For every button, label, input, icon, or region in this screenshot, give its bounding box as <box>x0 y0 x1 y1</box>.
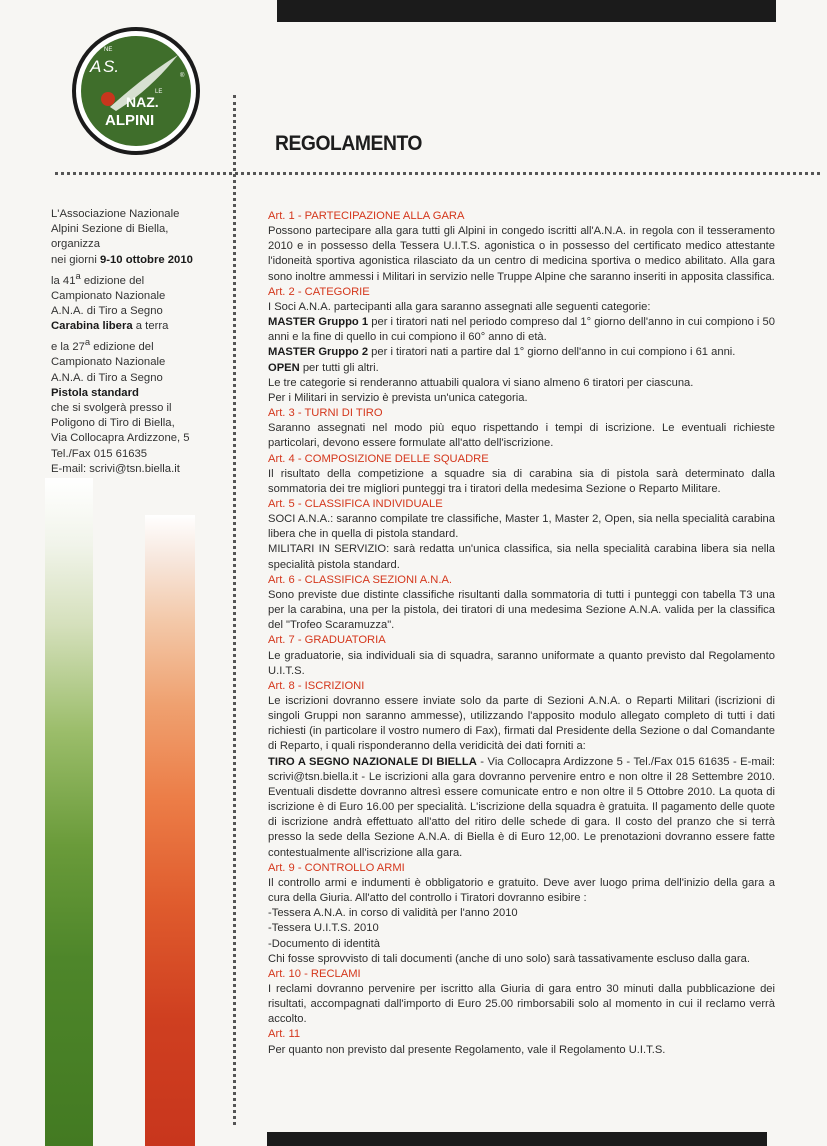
sidebar-line: L'Associazione Nazionale <box>51 208 180 220</box>
article-body: Saranno assegnati nel modo più equo rispettando i tempi di iscrizione. Le eventuali richieste particolari, devono essere formulate all'atto dell'iscrizione. <box>268 422 775 450</box>
category-item <box>268 345 775 360</box>
logo-ne: NE <box>104 47 113 53</box>
sidebar-text: la 41 <box>51 274 76 287</box>
category-text: per tutti gli altri. <box>299 361 379 374</box>
sidebar-line <box>51 386 231 401</box>
article-body: MILITARI IN SERVIZIO: sarà redatta un'unica classifica, sia nella specialità carabina libera sia nella specialità pistola standard. <box>268 543 775 571</box>
sidebar-text: edizione del <box>80 274 145 287</box>
sidebar-text: a terra <box>132 320 169 333</box>
top-bar <box>277 0 776 22</box>
sidebar-line <box>51 268 231 289</box>
sidebar-line <box>51 253 231 268</box>
sidebar-line: A.N.A. di Tiro a Segno <box>51 371 163 384</box>
category-label: OPEN <box>268 361 300 374</box>
sidebar-intro <box>51 207 231 477</box>
sidebar-line <box>51 334 231 355</box>
organizer-name: TIRO A SEGNO NAZIONALE DI BIELLA <box>268 755 477 768</box>
category-item <box>268 315 775 345</box>
sidebar-line: Campionato Nazionale <box>51 289 166 302</box>
discipline-rifle: Carabina libera <box>51 320 133 333</box>
article-body: SOCI A.N.A.: saranno compilate tre classifiche, Master 1, Master 2, Open, sia nella specialità carabina libera che in quella di pistola standard. <box>268 513 775 541</box>
category-label: MASTER Gruppo 1 <box>268 316 369 329</box>
sidebar-superscript: a <box>75 269 81 281</box>
article-heading: Art. 11 <box>268 1028 301 1041</box>
article-heading: Art. 2 - CATEGORIE <box>268 285 370 298</box>
article-body: Le iscrizioni dovranno essere inviate solo da parte di Sezioni A.N.A. o Reparti Militari (iscrizioni di singoli Gruppi non saranno ammesse), utilizzando l'apposito modulo allegato completo di tutti i dati richiesti (in particolare il vostro numero di Fax), firmati dal Presidente della Sezione o dal Comandante di Reparto, i quali risponderanno della veridicità dei dati forniti a: <box>268 695 775 753</box>
sidebar-line: Campionato Nazionale <box>51 356 166 369</box>
sidebar-phone: Tel./Fax 015 61635 <box>51 447 148 460</box>
article-body: I Soci A.N.A. partecipanti alla gara saranno assegnati alle seguenti categorie: <box>268 300 651 313</box>
category-text: per i tiratori nati nel periodo compreso dal 1° giorno dell'anno in cui compiono i 50 anni e la fine di quello in cui compiono il 60° anno di età. <box>268 316 775 344</box>
sidebar-superscript: a <box>84 336 91 348</box>
article-body: Il controllo armi e indumenti è obbligatorio e gratuito. Deve aver luogo prima dell'inizio della gara a cura della Giuria. All'atto del controllo i Tiratori dovranno esibire : <box>268 876 775 905</box>
decorative-stripe-green <box>45 478 93 1146</box>
article-heading: Art. 9 - CONTROLLO ARMI <box>268 861 405 874</box>
page-title: REGOLAMENTO <box>275 132 423 155</box>
category-text: per i tiratori nati a partire dal 1° giorno dell'anno in cui compiono i 61 anni. <box>368 346 736 359</box>
logo-letter-a: A <box>90 57 102 76</box>
article-body: Le tre categorie si renderanno attuabili qualora vi siano almeno 6 tiratori per ciascuna. <box>268 376 694 389</box>
article-body <box>268 755 775 861</box>
ana-logo <box>70 27 202 155</box>
article-heading: Art. 6 - CLASSIFICA SEZIONI A.N.A. <box>268 573 453 586</box>
sidebar-text: edizione del <box>90 341 154 354</box>
category-label: MASTER Gruppo 2 <box>268 346 369 359</box>
pompom-icon <box>101 92 115 106</box>
article-heading: Art. 1 - PARTECIPAZIONE ALLA GARA <box>268 210 465 222</box>
article-text: - Via Collocapra Ardizzone 5 - Tel./Fax 015 61635 - E-mail: scrivi@tsn.biella.it - Le iscrizioni alla gara dovranno pervenire entro e non oltre il 28 Settembre 2010. Eventuali disdette dovranno altresì essere comunicate entro e non oltre il 5 Ottobre 2010. La quota di iscrizione è di Euro 16.00 per specialità. L'iscrizione della squadra è gratuita. Il pagamento delle quote di iscrizione andrà effettuato all'atto del ritiro delle schede di gara. Il costo del pranzo che si terrà presso la sede della Sezione A.N.A. di Biella è di Euro 12,00. Le prenotazioni dovranno essere fatte contestualmente all'iscrizione alla gara. <box>268 755 775 859</box>
article-heading: Art. 3 - TURNI DI TIRO <box>268 407 383 420</box>
logo-letter-s: S. <box>103 57 120 76</box>
article-body: Possono partecipare alla gara tutti gli Alpini in congedo iscritti all'A.N.A. in regola con il tesseramento 2010 e in possesso della Tessera U.I.T.S. agonistica o in possesso del certificato medico attestante l'idoneità sportiva agonistica rilasciato da un centro di medicina sportiva o medico abilitato. Alla gara sono inoltre ammessi i Militari in servizio nelle Truppe Alpine che saranno inseriti in apposita classifica. <box>268 225 775 283</box>
category-item <box>268 361 775 376</box>
article-body: Per quanto non previsto dal presente Regolamento, vale il Regolamento U.I.T.S. <box>268 1043 666 1056</box>
article-body: Il risultato della competizione a squadre sia di carabina sia di pistola sarà determinato dalla sommatoria dei tre migliori punteggi tra i tiratori della medesima Sezione o Reparto Militare. <box>268 467 775 495</box>
logo-registered-mark: ® <box>180 73 185 79</box>
sidebar-text: e la 27 <box>51 341 85 354</box>
sidebar-line: Poligono di Tiro di Biella, <box>51 417 175 430</box>
sidebar-text: nei giorni <box>51 253 100 266</box>
article-heading: Art. 8 - ISCRIZIONI <box>268 679 365 692</box>
article-body: Chi fosse sprovvisto di tali documenti (anche di uno solo) sarà tassativamente escluso dalla gara. <box>268 952 750 965</box>
sidebar-email: E-mail: scrivi@tsn.biella.it <box>51 462 180 475</box>
article-body: Sono previste due distinte classifiche risultanti dalla sommatoria di tutti i punteggi con tabella T3 una per la carabina, una per la pistola, dei tiratori di una medesima Sezione A.N.A. valida per la classifica del "Trofeo Scaramuzza". <box>268 588 775 632</box>
article-body: I reclami dovranno pervenire per iscritto alla Giuria di gara entro 30 minuti dalla pubblicazione dei risultati, accompagnati dall'importo di Euro 25.00 rimborsabili solo al momento in cui il reclamo verrà accolto. <box>268 982 775 1026</box>
article-body: Per i Militari in servizio è prevista un'unica categoria. <box>268 391 528 404</box>
sidebar-line: Alpini Sezione di Biella, <box>51 223 169 236</box>
logo-alpini: ALPINI <box>105 112 155 129</box>
article-body: Le graduatorie, sia individuali sia di squadra, saranno uniformate a quanto previsto dal Regolamento U.I.T.S. <box>268 649 775 677</box>
sidebar-address: Via Collocapra Ardizzone, 5 <box>51 432 190 445</box>
vertical-dotted-divider <box>233 95 236 1125</box>
discipline-pistol: Pistola standard <box>51 386 139 399</box>
sidebar-line <box>51 319 231 334</box>
article-heading: Art. 4 - COMPOSIZIONE DELLE SQUADRE <box>268 452 489 465</box>
decorative-stripe-red <box>145 515 195 1146</box>
logo-naz: NAZ. <box>126 94 159 110</box>
required-document: -Documento di identità <box>268 937 380 950</box>
required-document: -Tessera A.N.A. in corso di validità per l'anno 2010 <box>268 907 518 920</box>
required-document: -Tessera U.I.T.S. 2010 <box>268 922 379 935</box>
regulation-articles <box>268 209 775 1058</box>
article-heading: Art. 10 - RECLAMI <box>268 967 361 980</box>
sidebar-line: A.N.A. di Tiro a Segno <box>51 304 163 317</box>
article-heading: Art. 5 - CLASSIFICA INDIVIDUALE <box>268 497 443 510</box>
sidebar-line: che si svolgerà presso il <box>51 401 172 414</box>
event-dates: 9-10 ottobre 2010 <box>99 253 193 266</box>
sidebar-line: organizza <box>51 238 100 251</box>
bottom-bar <box>267 1132 767 1146</box>
article-heading: Art. 7 - GRADUATORIA <box>268 634 386 647</box>
horizontal-dotted-divider <box>55 172 820 175</box>
logo-le: LE <box>155 89 163 95</box>
